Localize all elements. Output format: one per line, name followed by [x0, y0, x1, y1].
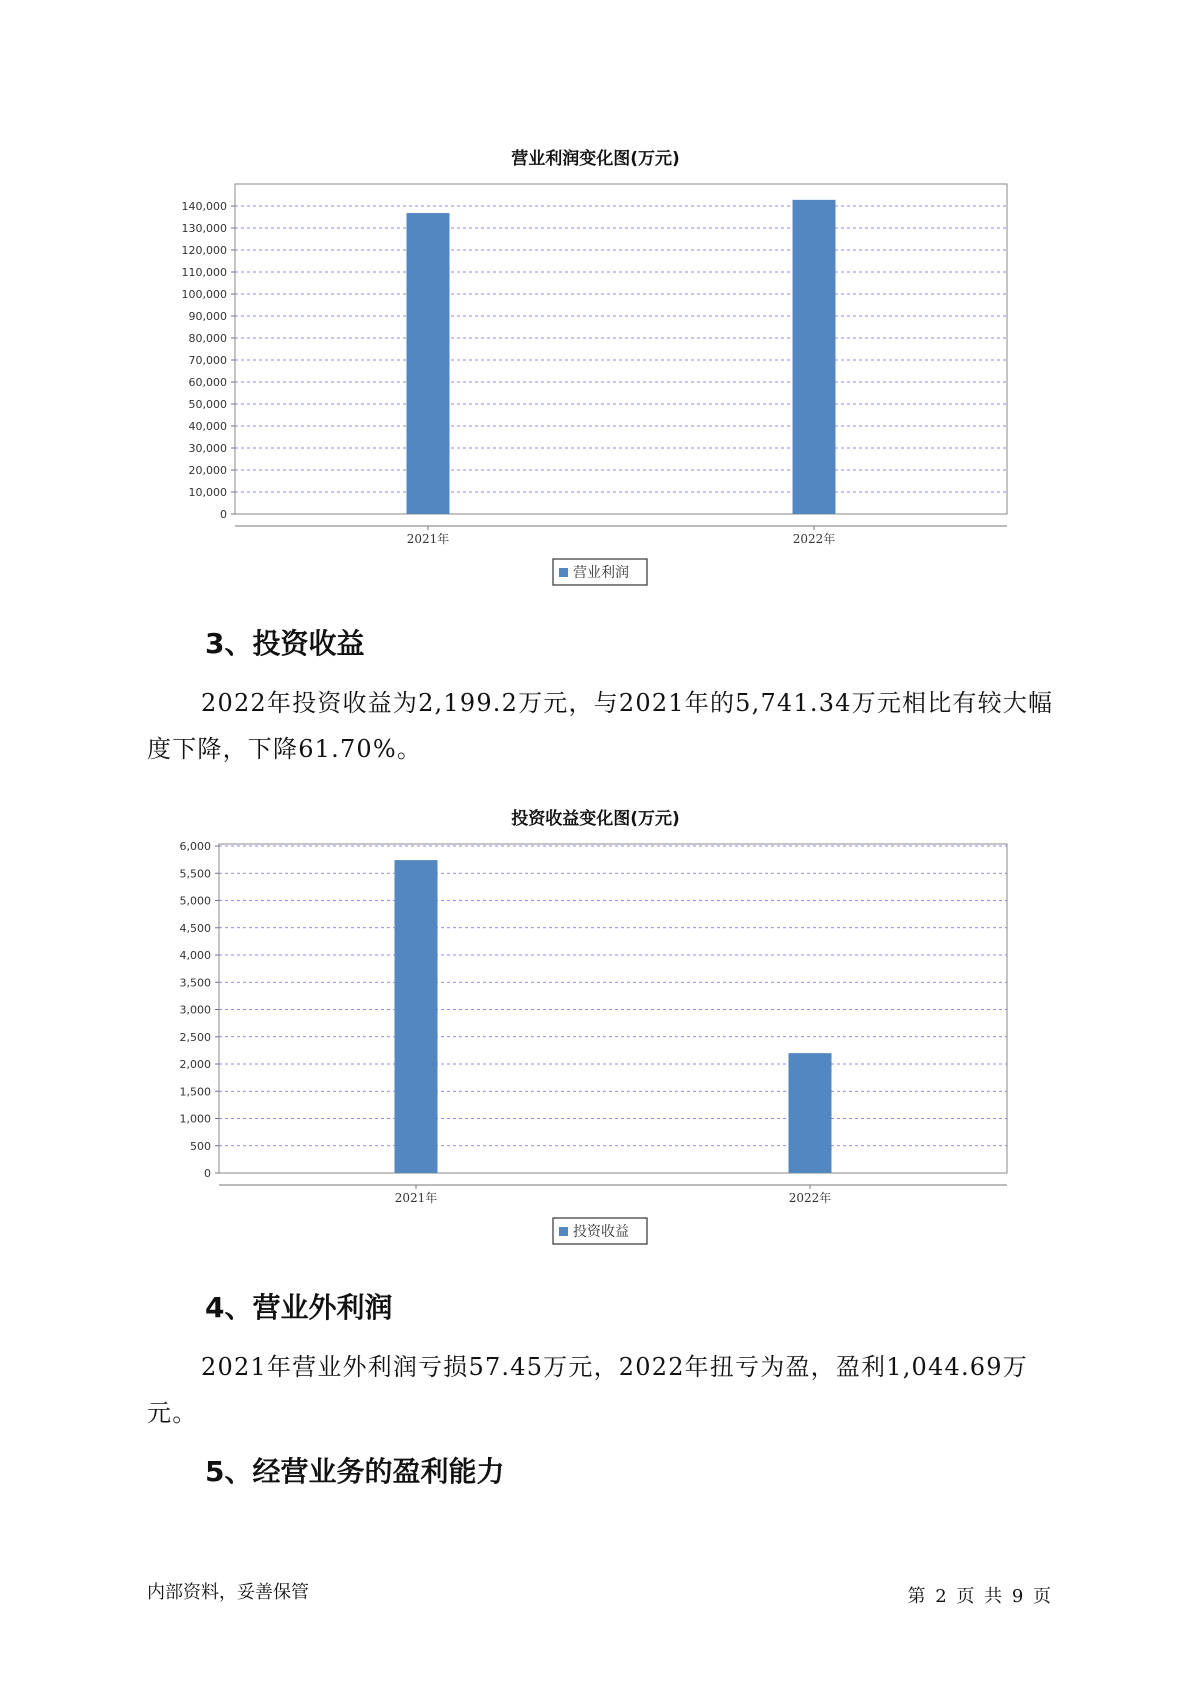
y-tick-label: 30,000	[188, 442, 227, 455]
y-tick-label: 20,000	[188, 464, 227, 477]
y-tick-label: 70,000	[188, 354, 227, 367]
chart-1-title: 营业利润变化图(万元)	[511, 149, 680, 169]
y-tick-label: 90,000	[188, 310, 227, 323]
section-5-heading: 5、经营业务的盈利能力	[205, 1455, 505, 1488]
plot-area	[219, 844, 1007, 1173]
section-3-paragraph: 2022年投资收益为2,199.2万元，与2021年的5,741.34万元相比有较大幅度下降，下降61.70%。	[147, 689, 1054, 763]
y-tick-label: 3,000	[179, 1003, 211, 1017]
y-tick-label: 50,000	[188, 398, 227, 411]
y-tick-label: 100,000	[181, 288, 227, 301]
plot-area	[235, 184, 1007, 514]
y-tick-label: 80,000	[188, 332, 227, 345]
y-tick-label: 3,500	[179, 976, 211, 990]
y-tick-label: 5,500	[179, 867, 211, 881]
bar-1	[395, 860, 438, 1173]
y-tick-label: 2,500	[179, 1030, 211, 1044]
bar-1	[407, 213, 450, 514]
y-tick-label: 140,000	[181, 200, 227, 213]
y-tick-label: 4,500	[179, 921, 211, 935]
section-4-paragraph: 2021年营业外利润亏损57.45万元，2022年扭亏为盈，盈利1,044.69万元。	[147, 1353, 1028, 1427]
y-tick-label: 2,000	[179, 1058, 211, 1071]
x-tick-label: 2021年	[394, 1191, 438, 1205]
section-4-heading: 4、营业外利润	[205, 1291, 393, 1324]
y-tick-label: 4,000	[179, 949, 211, 962]
y-tick-label: 0	[204, 1167, 211, 1180]
y-tick-label: 6,000	[179, 840, 211, 853]
y-tick-label: 120,000	[181, 244, 227, 257]
y-tick-label: 0	[220, 508, 227, 521]
bar-2	[793, 200, 836, 514]
y-tick-label: 40,000	[188, 420, 227, 433]
y-tick-label: 5,000	[179, 894, 211, 908]
section-3-heading: 3、投资收益	[205, 627, 365, 660]
legend-swatch	[559, 1227, 568, 1236]
legend-label: 投资收益	[573, 1224, 629, 1240]
y-tick-label: 1,000	[179, 1112, 211, 1126]
y-tick-label: 130,000	[181, 222, 227, 235]
legend-swatch	[559, 568, 568, 577]
y-tick-label: 10,000	[188, 486, 227, 499]
footer-confidential-note: 内部资料，妥善保管	[147, 1582, 309, 1603]
legend-label: 营业利润	[573, 565, 629, 581]
chart-2	[0, 836, 1191, 1256]
y-tick-label: 110,000	[181, 266, 227, 279]
y-tick-label: 1,500	[179, 1085, 211, 1099]
x-tick-label: 2021年	[406, 532, 450, 546]
y-tick-label: 500	[190, 1139, 211, 1153]
footer-page-number: 第 2 页 共 9 页	[907, 1586, 1051, 1607]
x-tick-label: 2022年	[788, 1191, 832, 1205]
x-tick-label: 2022年	[792, 532, 836, 546]
bar-2	[789, 1053, 832, 1173]
y-tick-label: 60,000	[188, 376, 227, 389]
chart-2-title: 投资收益变化图(万元)	[511, 809, 680, 829]
chart-1	[0, 180, 1191, 600]
